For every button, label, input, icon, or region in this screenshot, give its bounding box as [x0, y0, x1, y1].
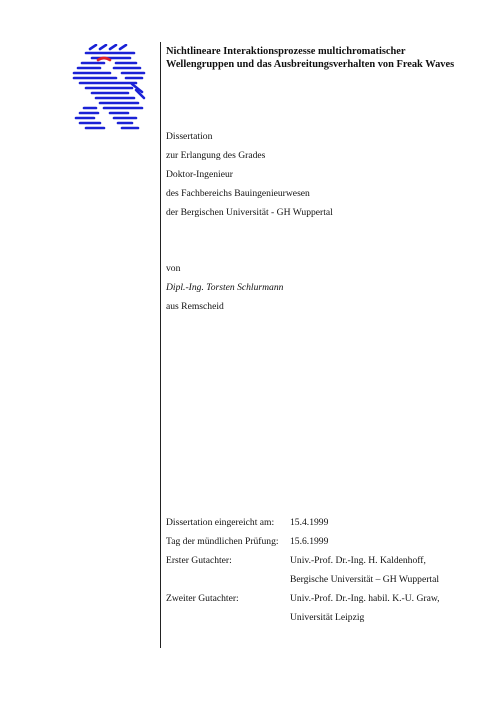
statement-line: Dissertation	[166, 131, 213, 142]
vertical-divider	[160, 42, 161, 648]
info-value: 15.4.1999	[290, 517, 329, 528]
author-name: Dipl.-Ing. Torsten Schlurmann	[166, 282, 284, 293]
title-line-2: Wellengruppen und das Ausbreitungsverhalten von Freak Waves	[166, 59, 455, 70]
author-von: von	[166, 263, 181, 274]
statement-line: des Fachbereichs Bauingenieurwesen	[166, 188, 310, 199]
info-value: Universität Leipzig	[290, 612, 365, 623]
info-label: Zweiter Gutachter:	[166, 593, 239, 604]
info-value: Univ.-Prof. Dr.-Ing. H. Kaldenhoff,	[290, 555, 426, 566]
dissertation-title	[166, 45, 496, 71]
statement-line: der Bergischen Universität - GH Wuppertal	[166, 207, 333, 218]
dissertation-statement	[166, 127, 333, 222]
author-block	[166, 259, 283, 316]
info-label: Tag der mündlichen Prüfung:	[166, 536, 279, 547]
info-label: Erster Gutachter:	[166, 555, 232, 566]
info-value: 15.6.1999	[290, 536, 329, 547]
statement-line: Doktor-Ingenieur	[166, 169, 233, 180]
author-origin: aus Remscheid	[166, 301, 224, 312]
info-value: Bergische Universität – GH Wuppertal	[290, 574, 439, 585]
wuppertal-lion-logo-icon	[70, 44, 150, 134]
info-value: Univ.-Prof. Dr.-Ing. habil. K.-U. Graw,	[290, 593, 440, 604]
title-line-1: Nichtlineare Interaktionsprozesse multichromatischer	[166, 46, 406, 57]
statement-line: zur Erlangung des Grades	[166, 150, 266, 161]
info-label: Dissertation eingereicht am:	[166, 517, 275, 528]
